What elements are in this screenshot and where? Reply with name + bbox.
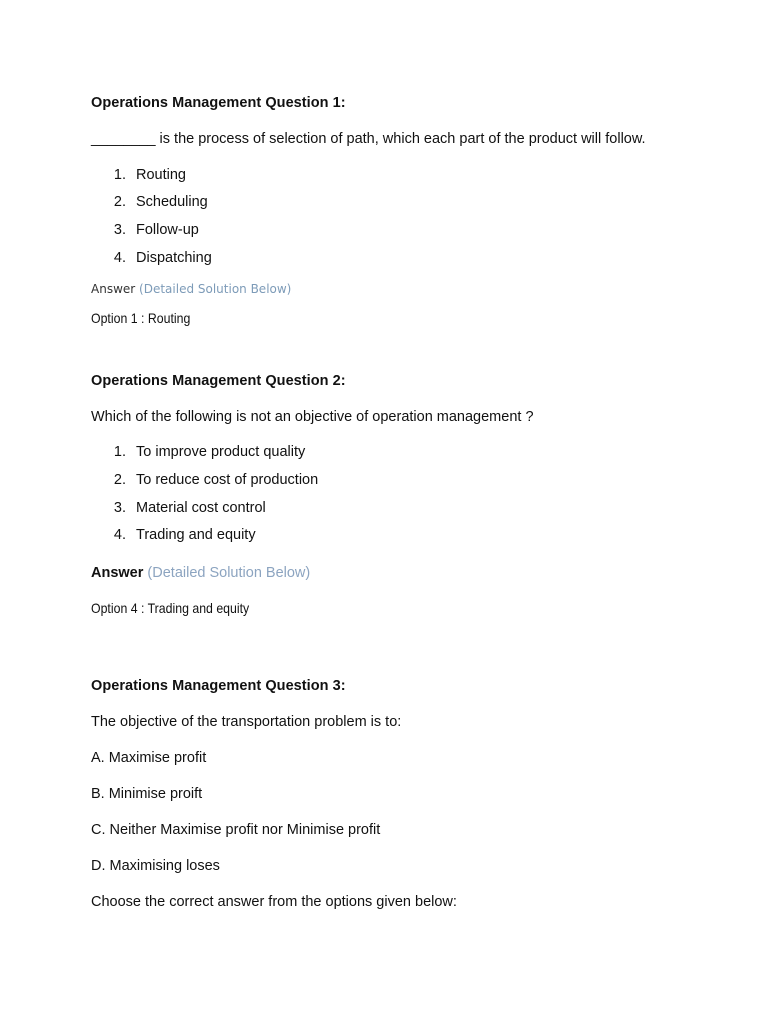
q1-option-3-number: 3. [113,222,126,238]
q2-option-3-number: 3. [113,500,126,516]
q1-option-4-label: Dispatching [136,250,212,266]
q1-option-1-label: Routing [136,167,186,183]
q1-option-3-label: Follow-up [136,222,199,238]
q1-answer-hint: (Detailed Solution Below) [139,282,292,296]
q1-option-2-number: 2. [113,194,126,210]
q2-option-2-number: 2. [113,472,126,488]
q2-option-4-number: 4. [113,527,126,543]
q2-option-3-label: Material cost control [136,500,266,516]
q2-option-1-number: 1. [113,444,126,460]
q2-option-1-label: To improve product quality [136,444,306,460]
question-1-heading: Operations Management Question 1: [91,95,346,111]
q1-option-1-number: 1. [113,167,126,183]
q2-answer-line [91,565,310,581]
question-2-heading: Operations Management Question 2: [91,373,346,389]
q2-option-4-label: Trading and equity [136,527,256,543]
q2-option-2-label: To reduce cost of production [136,472,319,488]
q3-option-d: D. Maximising loses [91,858,220,874]
q2-answer-hint: (Detailed Solution Below) [147,565,311,581]
q1-option-4-number: 4. [113,250,126,266]
q2-answer-value: Option 4 : Trading and equity [91,600,250,616]
q1-answer-label: Answer [91,282,136,296]
q3-instruction: Choose the correct answer from the options given below: [91,894,457,910]
q3-option-c: C. Neither Maximise profit nor Minimise profit [91,822,381,838]
question-3-text: The objective of the transportation problem is to: [91,714,402,730]
q1-answer-value: Option 1 : Routing [91,310,191,326]
question-3-heading: Operations Management Question 3: [91,678,346,694]
question-2-text: Which of the following is not an objective of operation management ? [91,409,534,425]
q1-answer-line [91,282,291,296]
q1-option-2-label: Scheduling [136,194,208,210]
q2-answer-label: Answer [91,565,144,581]
question-1-text: ________ is the process of selection of path, which each part of the product will follow. [91,131,646,147]
q3-option-a: A. Maximise profit [91,750,207,766]
q3-option-b: B. Minimise proift [91,786,203,802]
